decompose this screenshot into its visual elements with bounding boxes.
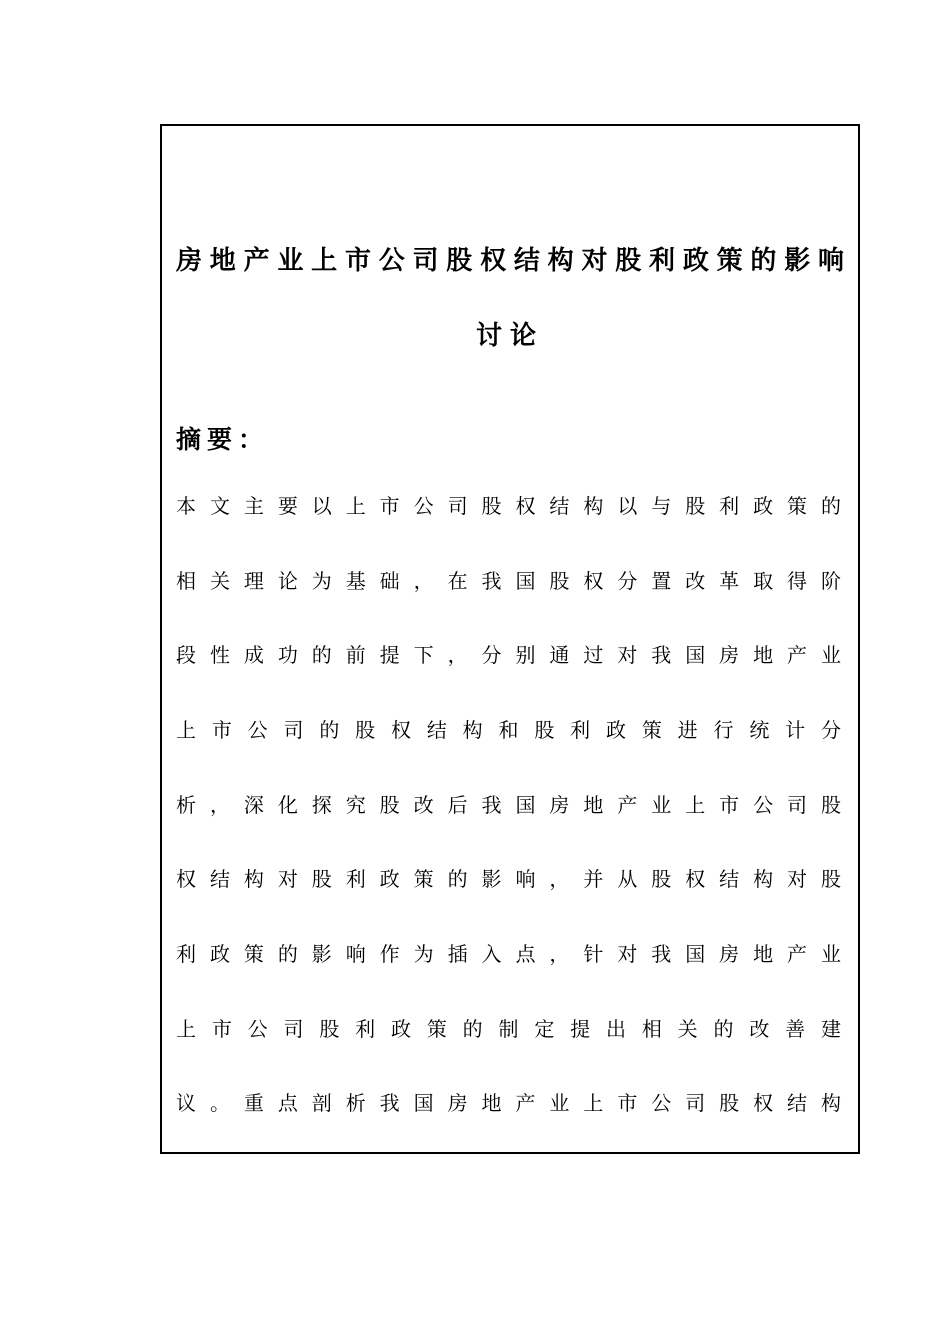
document-title-line-1: 房地产业上市公司股权结构对股利政策的影响 (176, 246, 844, 276)
abstract-line-3: 段性成功的前提下，分别通过对我国房地产业 (176, 643, 842, 667)
document-title-line-2: 讨论 (475, 321, 544, 351)
abstract-line-5: 析，深化探究股改后我国房地产业上市公司股 (176, 793, 842, 817)
abstract-line-8: 上市公司股利政策的制定提出相关的改善建 (176, 1017, 842, 1041)
abstract-heading: 摘要： (176, 425, 270, 454)
abstract-line-6: 权结构对股利政策的影响，并从股权结构对股 (176, 867, 842, 891)
abstract-line-4: 上市公司的股权结构和股利政策进行统计分 (176, 718, 842, 742)
abstract-line-1: 本文主要以上市公司股权结构以与股利政策的 (176, 494, 842, 518)
abstract-line-7: 利政策的影响作为插入点，针对我国房地产业 (176, 942, 842, 966)
abstract-line-9: 议。重点剖析我国房地产业上市公司股权结构 (176, 1091, 842, 1115)
abstract-line-2: 相关理论为基础，在我国股权分置改革取得阶 (176, 569, 842, 593)
page-border-frame (160, 124, 860, 1154)
